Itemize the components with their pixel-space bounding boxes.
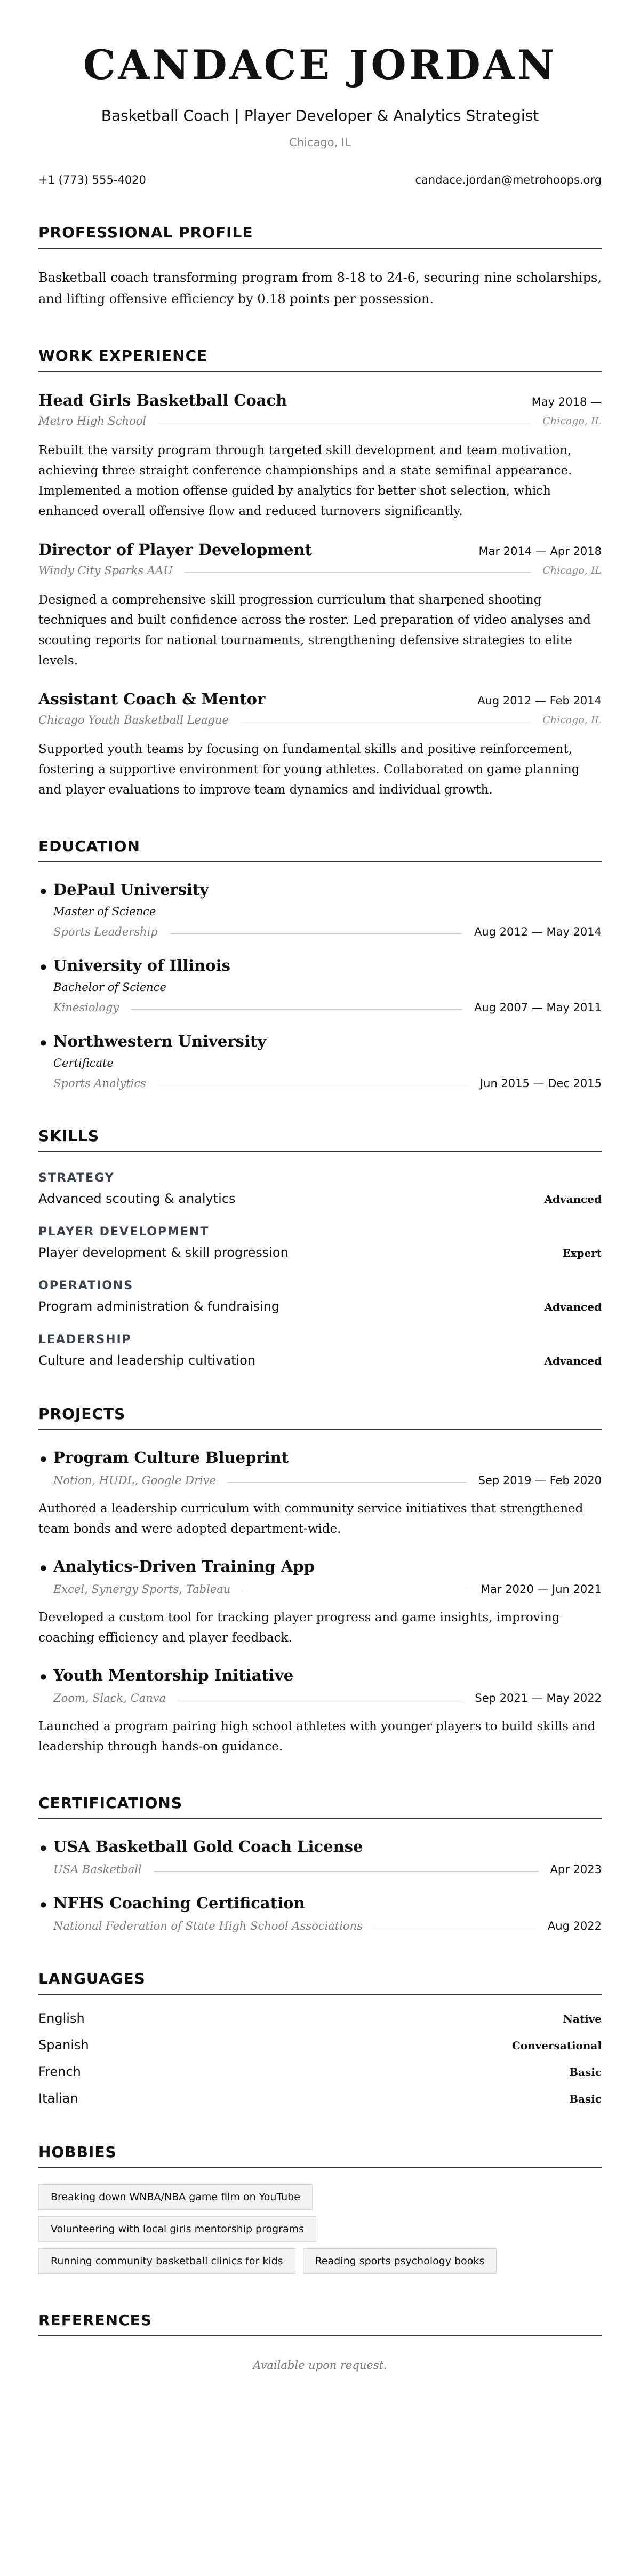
work-section [38, 347, 602, 800]
bullet-icon: • [38, 1840, 49, 1858]
project-name: Youth Mentorship Initiative [53, 1666, 294, 1684]
hobby-chip: Running community basketball clinics for kids [38, 2248, 295, 2274]
certification-date: Aug 2022 [547, 1920, 602, 1932]
section-title: PROFESSIONAL PROFILE [38, 224, 602, 249]
bullet-icon: • [38, 1034, 49, 1052]
skill-category: PLAYER DEVELOPMENT [38, 1225, 210, 1239]
certification-issuer: USA Basketball [53, 1863, 142, 1876]
employer: Windy City Sparks AAU [38, 564, 173, 577]
job-location: Chicago, IL [542, 415, 602, 427]
leader-line [154, 1871, 539, 1872]
certification-issuer: National Federation of State High School Associations [53, 1920, 363, 1932]
language-name: Italian [38, 2091, 78, 2106]
language-row [38, 2064, 602, 2079]
hobbies-section [38, 2143, 602, 2274]
education-entry [38, 1032, 602, 1090]
skill-category: STRATEGY [38, 1171, 115, 1185]
leader-line [131, 1009, 462, 1010]
degree: Bachelor of Science [53, 981, 166, 994]
leader-line [185, 572, 531, 573]
project-tools: Notion, HUDL, Google Drive [53, 1474, 217, 1487]
bullet-icon: • [38, 883, 49, 901]
language-level: Conversational [511, 2039, 602, 2052]
degree: Certificate [53, 1057, 114, 1069]
leader-line [170, 933, 462, 934]
phone: +1 (773) 555-4020 [38, 173, 146, 186]
skill-group [38, 1333, 602, 1368]
skill-group [38, 1279, 602, 1314]
skill-name: Advanced scouting & analytics [38, 1191, 236, 1206]
project-description: Developed a custom tool for tracking player progress and game insights, improving coaching efficiency and player feedback. [38, 1611, 560, 1645]
skills-section [38, 1127, 602, 1368]
language-row [38, 2091, 602, 2106]
certification-name: USA Basketball Gold Coach License [53, 1837, 363, 1856]
project-entry [38, 1448, 602, 1487]
school-name: Northwestern University [53, 1032, 267, 1050]
hobby-chip: Breaking down WNBA/NBA game film on YouTube [38, 2184, 313, 2210]
employer: Chicago Youth Basketball League [38, 714, 229, 726]
leader-line [228, 1482, 467, 1483]
field-of-study: Sports Leadership [53, 925, 158, 938]
job-dates: Mar 2014 — Apr 2018 [478, 545, 602, 558]
job-location: Chicago, IL [542, 714, 602, 726]
bullet-icon: • [38, 1896, 49, 1914]
project-entry [38, 1666, 602, 1705]
skill-level: Expert [562, 1247, 602, 1259]
skill-level: Advanced [544, 1354, 602, 1367]
skill-category: LEADERSHIP [38, 1333, 132, 1346]
project-dates: Sep 2021 — May 2022 [475, 1692, 602, 1705]
skill-group [38, 1225, 602, 1260]
education-dates: Jun 2015 — Dec 2015 [479, 1077, 602, 1090]
job-description: Designed a comprehensive skill progression curriculum that sharpened shooting techniques and built confidence across the roster. Led preparation of video analyses and scouting reports for national tournaments, strengthening defensive strategies to elite levels. [38, 593, 591, 668]
certification-date: Apr 2023 [550, 1863, 602, 1876]
language-row [38, 2011, 602, 2026]
section-title: REFERENCES [38, 2311, 602, 2336]
bullet-icon: • [38, 958, 49, 977]
job-location: Chicago, IL [542, 565, 602, 576]
project-description: Launched a program pairing high school athletes with younger players to build skills and leadership through hands-on guidance. [38, 1719, 596, 1754]
languages-section [38, 1970, 602, 2106]
work-entry [38, 391, 602, 521]
project-entry [38, 1557, 602, 1596]
school-name: University of Illinois [53, 956, 230, 974]
job-description: Supported youth teams by focusing on fundamental skills and positive reinforcement, fostering a supportive environment for young athletes. Collaborated on game planning and player evaluations to improve team dynamics and individual growth. [38, 742, 580, 797]
employer: Metro High School [38, 415, 147, 427]
job-title: Director of Player Development [38, 541, 313, 559]
degree: Master of Science [53, 905, 156, 918]
skill-level: Advanced [544, 1301, 602, 1313]
education-dates: Aug 2007 — May 2011 [474, 1001, 602, 1014]
section-title: SKILLS [38, 1127, 602, 1152]
candidate-name: CANDACE JORDAN [83, 41, 557, 89]
project-dates: Sep 2019 — Feb 2020 [478, 1474, 602, 1487]
profile-text: Basketball coach transforming program from 8-18 to 24-6, securing nine scholarships, and lifting offensive efficiency by 0.18 points per possession. [38, 270, 602, 306]
language-name: French [38, 2064, 81, 2079]
certification-entry [38, 1894, 602, 1932]
education-entry [38, 956, 602, 1014]
education-section [38, 837, 602, 1090]
language-name: English [38, 2011, 85, 2026]
project-name: Program Culture Blueprint [53, 1448, 289, 1467]
section-title: CERTIFICATIONS [38, 1794, 602, 1819]
education-dates: Aug 2012 — May 2014 [474, 925, 602, 938]
hobby-chip: Reading sports psychology books [303, 2248, 497, 2274]
language-level: Native [563, 2012, 602, 2025]
field-of-study: Kinesiology [53, 1001, 119, 1014]
references-section [38, 2311, 602, 2372]
certification-entry [38, 1837, 602, 1876]
section-title: PROJECTS [38, 1405, 602, 1430]
references-text: Available upon request. [253, 2359, 387, 2372]
education-entry [38, 881, 602, 938]
email-link[interactable]: candace.jordan@metrohoops.org [415, 173, 602, 186]
skill-group [38, 1171, 602, 1206]
language-name: Spanish [38, 2038, 89, 2052]
skill-name: Culture and leadership cultivation [38, 1353, 256, 1368]
project-tools: Zoom, Slack, Canva [53, 1692, 166, 1705]
field-of-study: Sports Analytics [53, 1077, 146, 1090]
job-title: Head Girls Basketball Coach [38, 391, 287, 409]
language-row [38, 2038, 602, 2052]
resume-page [0, 41, 640, 2372]
skill-level: Advanced [544, 1193, 602, 1206]
project-dates: Mar 2020 — Jun 2021 [480, 1583, 602, 1596]
bullet-icon: • [38, 1559, 49, 1578]
location: Chicago, IL [289, 136, 351, 149]
skill-name: Program administration & fundraising [38, 1299, 280, 1314]
skill-name: Player development & skill progression [38, 1245, 289, 1260]
hobby-chip: Volunteering with local girls mentorship programs [38, 2216, 316, 2242]
language-level: Basic [569, 2092, 602, 2105]
job-dates: May 2018 — [531, 395, 602, 408]
headline: Basketball Coach | Player Developer & Analytics Strategist [101, 107, 539, 124]
skill-category: OPERATIONS [38, 1279, 134, 1293]
project-name: Analytics-Driven Training App [53, 1557, 315, 1575]
projects-section [38, 1405, 602, 1757]
work-entry [38, 541, 602, 671]
section-title: HOBBIES [38, 2143, 602, 2168]
hobby-list [38, 2184, 497, 2274]
bullet-icon: • [38, 1668, 49, 1686]
project-description: Authored a leadership curriculum with community service initiatives that strengthened team bonds and were adopted department-wide. [38, 1502, 583, 1536]
section-title: LANGUAGES [38, 1970, 602, 1995]
certifications-section [38, 1794, 602, 1932]
profile-section [38, 224, 602, 310]
job-description: Rebuilt the varsity program through targeted skill development and team motivation, achieving three straight conference championships and a state semifinal appearance. Implemented a motion offense guided by analytics for better shot selection, which enhanced overall offensive flow and reduced turnovers significantly. [38, 443, 572, 518]
language-level: Basic [569, 2066, 602, 2079]
work-entry [38, 690, 602, 800]
contact-row [38, 173, 602, 186]
job-title: Assistant Coach & Mentor [38, 690, 266, 708]
certification-name: NFHS Coaching Certification [53, 1894, 305, 1912]
section-title: WORK EXPERIENCE [38, 347, 602, 372]
project-tools: Excel, Synergy Sports, Tableau [53, 1583, 231, 1596]
bullet-icon: • [38, 1451, 49, 1469]
section-title: EDUCATION [38, 837, 602, 862]
school-name: DePaul University [53, 881, 209, 899]
job-dates: Aug 2012 — Feb 2014 [477, 694, 602, 707]
